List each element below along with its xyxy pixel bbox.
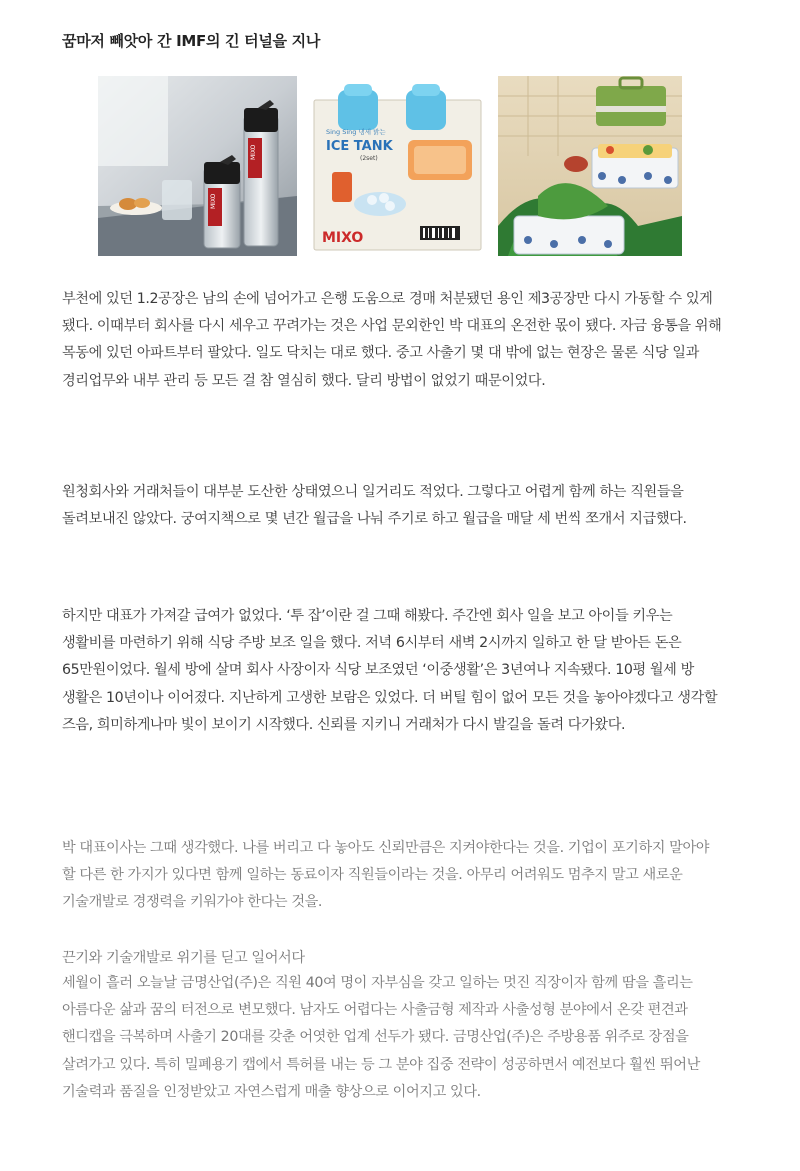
paragraph: 박 대표이사는 그때 생각했다. 나를 버리고 다 놓아도 신뢰만큼은 지켜야한다는 것을. 기업이 포기하지 말아야 할 다른 한 가지가 있다면 함께 일하는 동료이자 직원들이라는 것을. 아무리 어려워도 멈추지 말고 새로운 기술개발로 경쟁력을 키워가야 한다는 것을. bbox=[62, 840, 710, 911]
product-name: ICE TANK bbox=[326, 139, 393, 154]
brand-line: Sing Sing 냉세 밝는 bbox=[326, 128, 386, 136]
paragraph: 하지만 대표가 가져갈 급여가 없었다. ‘투 잡’이란 걸 그때 해봤다. 주간엔 회사 일을 보고 아이들 키우는 생활비를 마련하기 위해 식당 주방 보조 일을 했다. 저녁 6시부터 새벽 2시까지 일하고 한 달 받아든 돈은 65만원이었다. 월세 방에 살며 회사 사장이자 식당 보조였던 ‘이중생활’은 3년여나 지속됐다. 10평 월세 방 생활은 10년이나 이어졌다. 지난하게 고생한 보람은 있었다. 더 버틸 힘이 없어 모든 것을 놓아야겠다고 생각할 즈음, 희미하게나마 빛이 보이기 시작했다. 신뢰를 지키니 거래처가 다시 발길을 돌려 다가왔다. bbox=[62, 608, 718, 733]
paragraph: 원청회사와 거래처들이 대부분 도산한 상태였으니 일거리도 적었다. 그렇다고 어렵게 함께 하는 직원들을 돌려보내진 않았다. 궁여지책으로 몇 년간 월급을 나눠 주기로 하고 월급을 매달 세 번씩 쪼개서 지급했다. bbox=[62, 484, 687, 528]
section-subheading: 끈기와 기술개발로 위기를 딛고 일어서다 bbox=[62, 950, 305, 966]
paragraph: 부천에 있던 1.2공장은 남의 손에 넘어가고 은행 도움으로 경매 처분됐던 용인 제3공장만 다시 가동할 수 있게 됐다. 이때부터 회사를 다시 세우고 꾸려가는 것은 사업 문외한인 박 대표의 온전한 몫이 됐다. 자금 융통을 위해 목동에 있던 아파트부터 팔았다. 일도 닥치는 대로 했다. 중고 사출기 몇 대 밖에 없는 현장은 물론 식당 일과 경리업무와 내부 관리 등 모든 걸 참 열심히 했다. 달리 방법이 없었기 때문이었다. bbox=[62, 291, 722, 389]
mixo-label: MIXO bbox=[210, 193, 217, 209]
ice-tank-package-photo bbox=[310, 76, 485, 256]
mixo-bottles-photo bbox=[98, 76, 297, 256]
mixo-logo: MIXO bbox=[322, 230, 364, 246]
mixo-label: MIXO bbox=[250, 144, 257, 160]
set-count: (2set) bbox=[360, 155, 378, 162]
paragraph: 세월이 흘러 오늘날 금명산업(주)은 직원 40여 명이 자부심을 갖고 일하는 멋진 직장이자 함께 땀을 흘리는 아름다운 삶과 꿈의 터전으로 변모했다. 남자도 어렵다는 사출금형 제작과 사출성형 분야에서 온갖 편견과 핸디캡을 극복하며 사출기 20대를 갖춘 어엿한 업계 선두가 됐다. 금명산업(주)은 주방용품 위주로 장점을 살려가고 있다. 특히 밀폐용기 캡에서 특허를 내는 등 그 분야 집중 전략이 성공하면서 예전보다 훨씬 뛰어난 기술력과 품질을 인정받았고 자연스럽게 매출 향상으로 이어지고 있다. bbox=[62, 975, 700, 1100]
lunchbox-photo bbox=[498, 76, 682, 256]
article-heading: 꿈마저 빼앗아 간 IMF의 긴 터널을 지나 bbox=[62, 32, 321, 50]
